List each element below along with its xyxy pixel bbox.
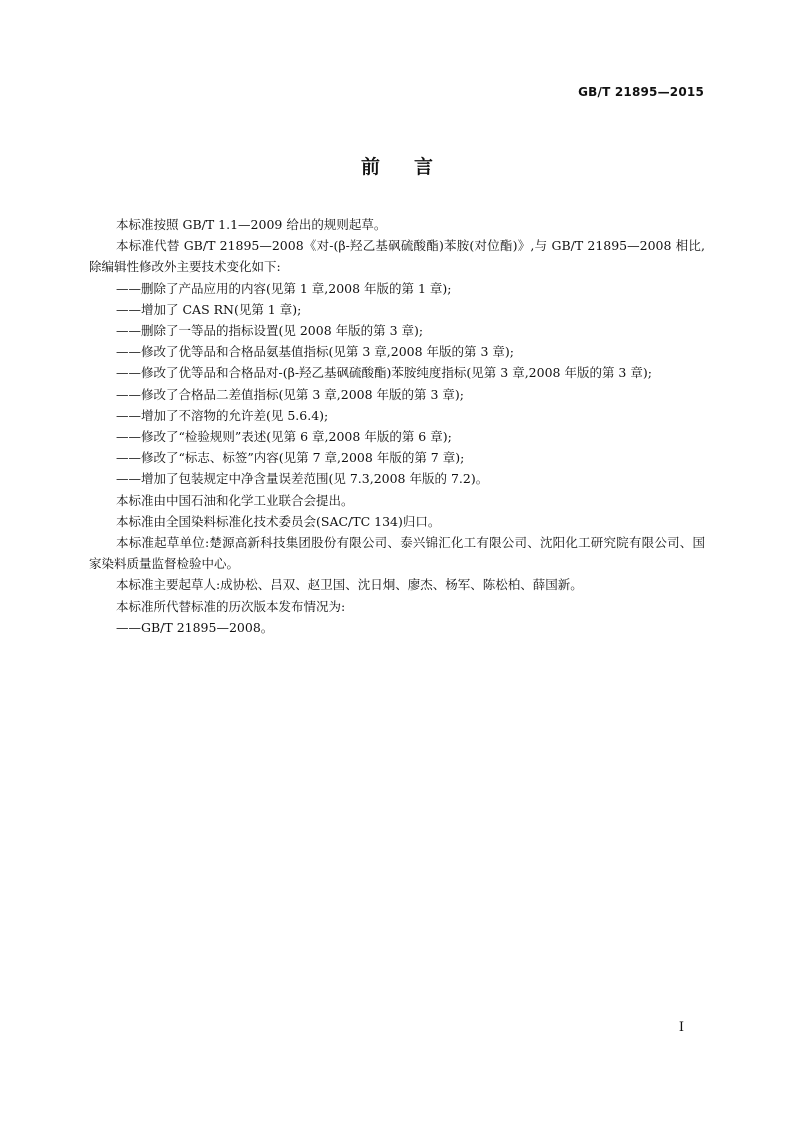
list-item: ——修改了优等品和合格品氨基值指标(见第 3 章,2008 年版的第 3 章); [116, 344, 515, 360]
list-item: ——增加了 CAS RN(见第 1 章); [116, 301, 302, 317]
paragraph: 本标准所代替标准的历次版本发布情况为: [116, 598, 346, 614]
list-item: ——GB/T 21895—2008。 [116, 619, 274, 635]
paragraph: 本标准由中国石油和化学工业联合会提出。 [116, 492, 354, 508]
paragraph: 本标准由全国染料标准化技术委员会(SAC/TC 134)归口。 [116, 513, 441, 529]
list-item: ——修改了“检验规则”表述(见第 6 章,2008 年版的第 6 章); [116, 429, 452, 445]
document-body [89, 214, 705, 638]
paragraph: 本标准按照 GB/T 1.1—2009 给出的规则起草。 [116, 217, 387, 232]
standard-code: GB/T 21895—2015 [578, 85, 704, 99]
list-item: ——修改了“标志、标签”内容(见第 7 章,2008 年版的第 7 章); [116, 450, 465, 466]
list-item: ——删除了产品应用的内容(见第 1 章,2008 年版的第 1 章); [116, 280, 452, 296]
list-item: ——修改了合格品二差值指标(见第 3 章,2008 年版的第 3 章); [116, 386, 465, 402]
list-item: ——增加了包装规定中净含量误差范围(见 7.3,2008 年版的 7.2)。 [116, 471, 489, 487]
page-number: I [678, 1020, 684, 1035]
list-item: ——修改了优等品和合格品对-(β-羟乙基砜硫酸酯)苯胺纯度指标(见第 3 章,2008 年版的第 3 章); [116, 365, 652, 381]
paragraph: 本标准代替 GB/T 21895—2008《对-(β-羟乙基砜硫酸酯)苯胺(对位酯)》,与 GB/T 21895—2008 相比,除编辑性修改外主要技术变化如下: [89, 238, 705, 275]
list-item: ——增加了不溶物的允许差(见 5.6.4); [116, 407, 329, 423]
paragraph: 本标准起草单位:楚源高新科技集团股份有限公司、泰兴锦汇化工有限公司、沈阳化工研究院有限公司、国家染料质量监督检验中心。 [89, 535, 705, 572]
page-title: 前言 [360, 156, 467, 178]
paragraph: 本标准主要起草人:成协松、吕双、赵卫国、沈日炯、廖杰、杨军、陈松柏、薛国新。 [116, 577, 583, 593]
list-item: ——删除了一等品的指标设置(见 2008 年版的第 3 章); [116, 323, 424, 339]
